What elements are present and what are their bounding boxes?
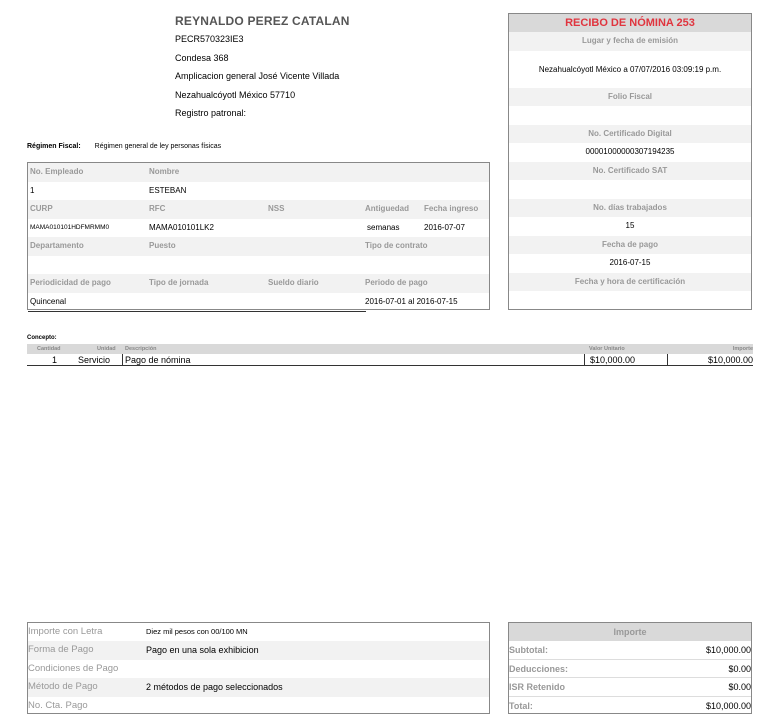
issuer-block [175, 14, 350, 126]
header-descripcion: Descripción [125, 346, 157, 352]
issuer-city: Nezahualcóyotl México 57710 [175, 89, 296, 100]
divider [667, 354, 668, 366]
table-row [28, 623, 489, 641]
table-row [28, 697, 489, 715]
importe-letra-value: Diez mil pesos con 00/100 MN [146, 627, 248, 636]
header-periodicidad: Periodicidad de pago [30, 278, 111, 287]
header-departamento: Departamento [30, 241, 84, 250]
descripcion-value: Pago de nómina [125, 355, 191, 365]
forma-pago-label: Forma de Pago [28, 644, 94, 656]
issuer-name: REYNALDO PEREZ CATALAN [175, 14, 350, 28]
header-nss: NSS [268, 204, 285, 213]
header-nombre: Nombre [149, 167, 180, 176]
fecha-ingreso-value: 2016-07-07 [424, 222, 465, 232]
table-row [27, 354, 753, 366]
table-row [28, 219, 489, 238]
isr-value: $0.00 [728, 682, 751, 692]
antiguedad-value: semanas [367, 222, 400, 232]
table-row [28, 678, 489, 696]
header-lugar-fecha: Lugar y fecha de emisión [509, 32, 751, 51]
curp-value: MAMA010101HDFMRMM0 [30, 223, 110, 231]
cantidad-value: 1 [52, 355, 58, 365]
periodo-pago-value: 2016-07-01 al 2016-07-15 [365, 296, 458, 306]
fecha-pago-value: 2016-07-15 [609, 258, 651, 267]
concepto-title: Concepto: [27, 335, 57, 341]
header-antiguedad: Antiguedad [365, 204, 409, 213]
regimen-label: Régimen Fiscal: [27, 143, 81, 150]
lugar-fecha-value: Nezahualcóyotl México a 07/07/2016 03:09:19 p.m. [538, 64, 722, 74]
table-row [28, 274, 489, 293]
importe-letra-label: Importe con Letra [28, 626, 103, 637]
payment-details [27, 622, 490, 714]
deducciones-value: $0.00 [728, 663, 751, 674]
header-unidad: Unidad [97, 346, 116, 352]
header-rfc: RFC [149, 204, 166, 213]
header-sueldo-diario: Sueldo diario [268, 278, 319, 287]
table-row [28, 200, 489, 219]
total-label: Total: [509, 700, 533, 711]
subtotal-value: $10,000.00 [705, 645, 751, 655]
periodicidad-value: Quincenal [30, 296, 67, 306]
table-row [509, 660, 751, 679]
header-tipo-jornada: Tipo de jornada [149, 278, 209, 287]
cuenta-pago-label: No. Cta. Pago [28, 699, 88, 711]
rfc-value: MAMA010101LK2 [149, 222, 214, 232]
metodo-pago-label: Método de Pago [28, 681, 98, 693]
receipt-panel [508, 13, 752, 310]
issuer-rfc: PECR570323IE3 [175, 34, 244, 44]
header-fecha-pago: Fecha de pago [509, 236, 751, 255]
header-fecha-cert: Fecha y hora de certificación [509, 273, 751, 292]
table-row [28, 293, 489, 312]
header-cert-sat: No. Certificado SAT [509, 162, 751, 181]
issuer-street: Condesa 368 [175, 52, 229, 63]
isr-label: ISR Retenido [509, 682, 566, 692]
forma-pago-value: Pago en una sola exhibicion [146, 645, 259, 656]
header-tipo-contrato: Tipo de contrato [365, 241, 428, 250]
valor-unitario-value: $10,000.00 [590, 355, 636, 365]
issuer-colonia: Amplicacion general José Vicente Villada [175, 71, 340, 81]
header-folio: Folio Fiscal [509, 88, 751, 107]
totals-title: Importe [509, 623, 751, 641]
no-empleado-value: 1 [30, 185, 35, 195]
table-row [28, 163, 489, 182]
employee-table [27, 162, 490, 310]
regimen-value: Régimen general de ley personas físicas [94, 143, 222, 150]
importe-value: $10,000.00 [707, 355, 753, 365]
concepto-header-row [27, 344, 753, 354]
dias-value: 15 [625, 221, 635, 230]
divider [28, 311, 366, 312]
total-value: $10,000.00 [705, 700, 751, 711]
table-row [28, 182, 489, 201]
table-row [509, 697, 751, 716]
header-no-empleado: No. Empleado [30, 167, 84, 176]
cert-digital-value: 00001000000307194235 [585, 147, 675, 156]
condiciones-pago-label: Condiciones de Pago [28, 662, 119, 674]
divider [122, 354, 123, 366]
concepto-table [27, 344, 753, 372]
regimen-fiscal [27, 143, 221, 150]
unidad-value: Servicio [78, 355, 111, 365]
receipt-title: RECIBO DE NÓMINA 253 [509, 14, 751, 32]
header-dias: No. días trabajados [509, 199, 751, 218]
table-row [28, 237, 489, 256]
table-row [28, 641, 489, 659]
table-row [509, 641, 751, 660]
header-fecha-ingreso: Fecha ingreso [424, 204, 479, 213]
issuer-registro: Registro patronal: [175, 108, 247, 118]
table-row [509, 678, 751, 697]
header-puesto: Puesto [149, 241, 176, 250]
table-row [28, 256, 489, 275]
header-cert-digital: No. Certificado Digital [509, 125, 751, 144]
divider [584, 354, 585, 366]
totals-panel [508, 622, 752, 714]
header-periodo-pago: Periodo de pago [365, 278, 428, 287]
table-row [28, 660, 489, 678]
metodo-pago-value: 2 métodos de pago seleccionados [146, 682, 283, 693]
cert-sat-value [509, 180, 751, 199]
subtotal-label: Subtotal: [509, 645, 548, 655]
deducciones-label: Deducciones: [509, 663, 569, 674]
header-cantidad: Cantidad [37, 346, 61, 352]
header-importe: Importe [732, 346, 753, 352]
fecha-cert-value [509, 291, 751, 310]
folio-value [509, 106, 751, 125]
nombre-value: ESTEBAN [149, 185, 187, 195]
header-curp: CURP [30, 204, 53, 213]
header-valor-unitario: Valor Unitario [589, 346, 625, 352]
